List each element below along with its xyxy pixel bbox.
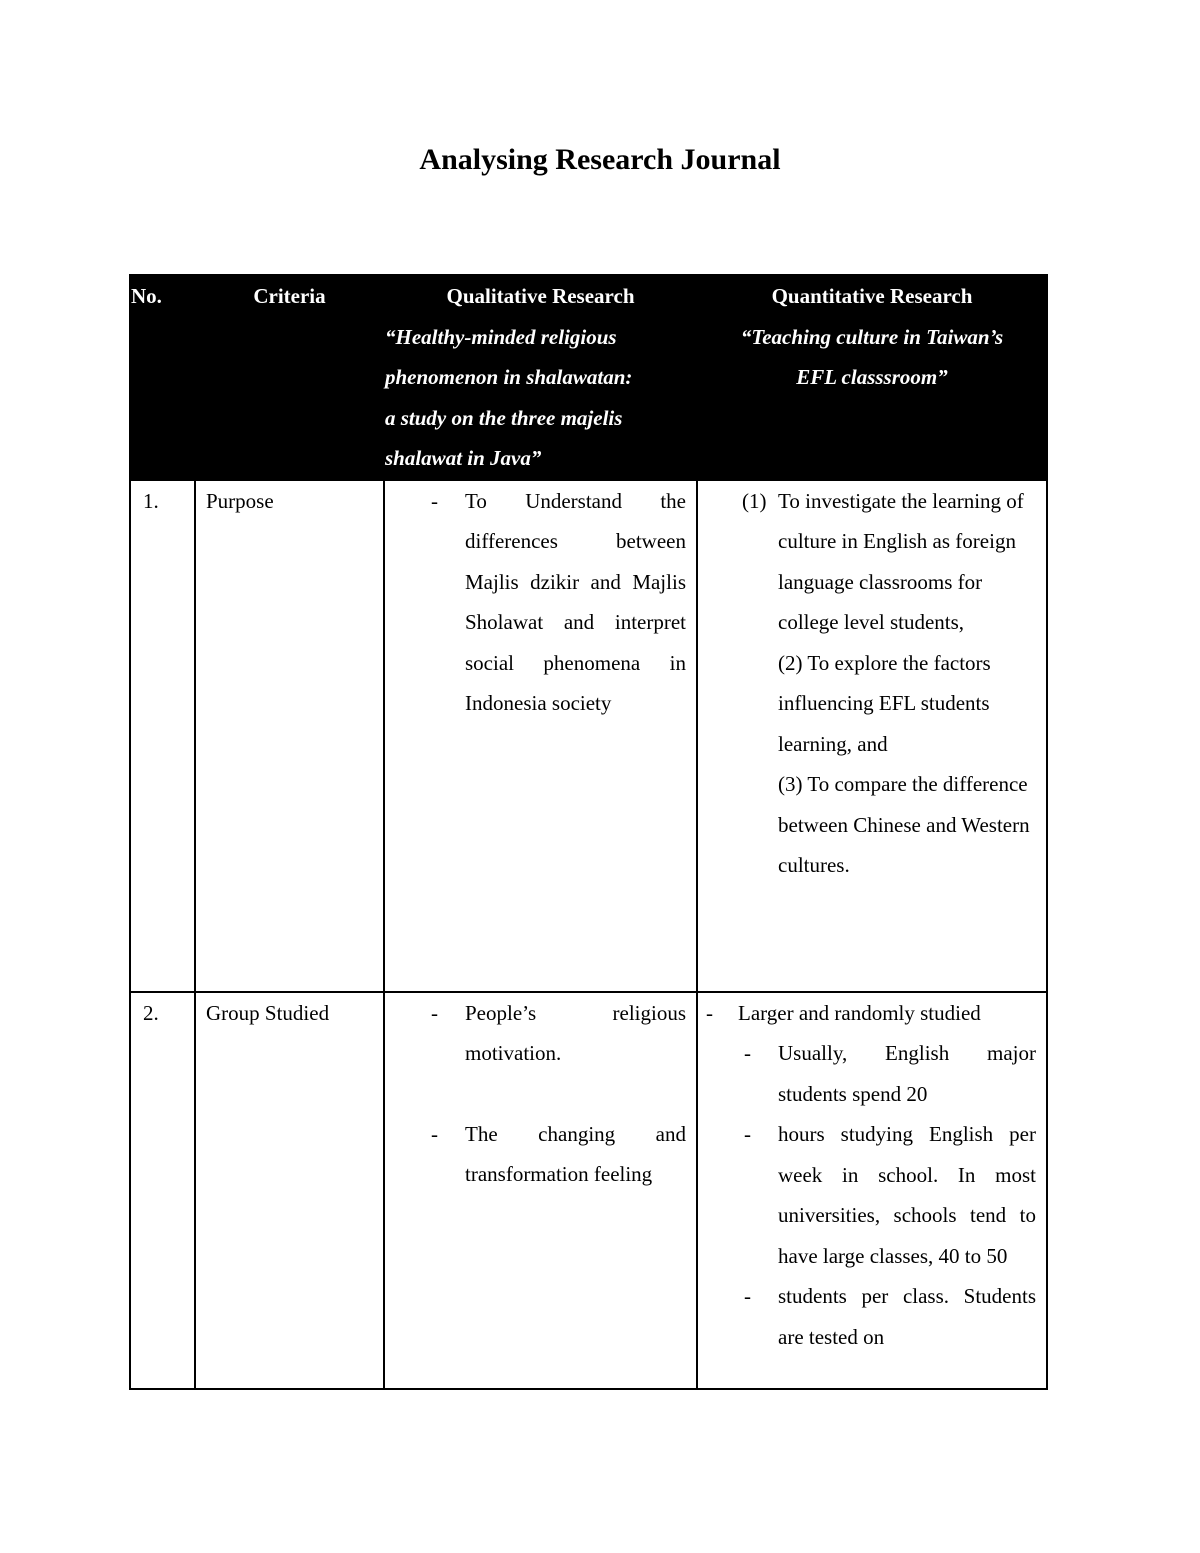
header-qualitative: [384, 275, 697, 480]
page-title: Analysing Research Journal: [419, 143, 781, 176]
table-row: [130, 992, 1047, 1389]
quantitative-title-line: “Teaching culture in Taiwan’s: [740, 324, 1004, 349]
row-number: 1.: [130, 480, 195, 992]
header-criteria: Criteria: [195, 275, 384, 480]
row-number: 2.: [130, 992, 195, 1389]
quantitative-label: Quantitative Research: [771, 284, 973, 308]
qualitative-title-line: a study on the three majelis: [385, 405, 623, 430]
dash-bullet: -: [431, 1121, 438, 1146]
dash-bullet: -: [706, 1000, 713, 1025]
qualitative-title-line: “Healthy-minded religious: [385, 324, 617, 349]
dash-bullet: -: [744, 1122, 751, 1146]
qualitative-item-text: To Understand the differences between Majlis dzikir and Majlis Sholawat and interpret social phenomena in Indonesia society: [465, 488, 686, 715]
list-item-text: (2) To explore the factors influencing EFL students learning, and: [778, 650, 991, 756]
header-no: No.: [130, 275, 195, 480]
research-comparison-table: [129, 274, 1048, 1390]
qualitative-label: Qualitative Research: [446, 284, 635, 308]
dash-bullet: -: [431, 1000, 438, 1025]
quantitative-item-text: hours studying English per week in school. In most universities, schools tend to have large classes, 40 to 50: [778, 1122, 1036, 1268]
quantitative-numbered-list: [698, 481, 1046, 886]
numbered-list-item: [778, 643, 1036, 765]
qualitative-title-line: phenomenon in shalawatan:: [385, 365, 633, 389]
qualitative-title-line: shalawat in Java”: [385, 446, 542, 470]
table-header-row: [130, 275, 1047, 480]
row-criteria: Group Studied: [195, 992, 384, 1389]
quantitative-item-text: Usually, English major students spend 20: [778, 1041, 1036, 1106]
quantitative-item-text: students per class. Students are tested on: [778, 1284, 1036, 1349]
quantitative-cell: [697, 992, 1047, 1389]
list-item-text: (3) To compare the difference between Chinese and Western cultures.: [778, 772, 1030, 877]
row-criteria: Purpose: [195, 480, 384, 992]
list-item-text: To investigate the learning of culture in English as foreign language classrooms for college level students,: [778, 488, 1024, 634]
dash-bullet: -: [744, 1284, 751, 1308]
header-quantitative: [697, 275, 1047, 480]
quantitative-sub-item: [698, 1114, 1046, 1276]
spacer: [385, 1074, 696, 1114]
qualitative-list-item: [385, 1114, 696, 1195]
qualitative-list-item: [385, 481, 696, 724]
quantitative-top-item: [698, 993, 1046, 1034]
qualitative-cell: [384, 480, 697, 992]
list-number: (1): [742, 488, 767, 513]
dash-bullet: -: [744, 1041, 751, 1065]
quantitative-cell: [697, 480, 1047, 992]
quantitative-item-text: Larger and randomly studied: [738, 1000, 981, 1025]
qualitative-item-text: People’s religious motivation.: [465, 1000, 686, 1065]
quantitative-sub-item: [698, 1276, 1046, 1357]
qualitative-cell: [384, 992, 697, 1389]
qualitative-list-item: [385, 993, 696, 1074]
numbered-list-item: [778, 764, 1036, 886]
quantitative-title-line: EFL classsroom”: [796, 365, 948, 389]
quantitative-sub-item: [698, 1033, 1046, 1114]
dash-bullet: -: [431, 488, 438, 513]
table-row: [130, 480, 1047, 992]
numbered-list-item: [742, 481, 1036, 643]
qualitative-item-text: The changing and transformation feeling: [465, 1121, 686, 1186]
